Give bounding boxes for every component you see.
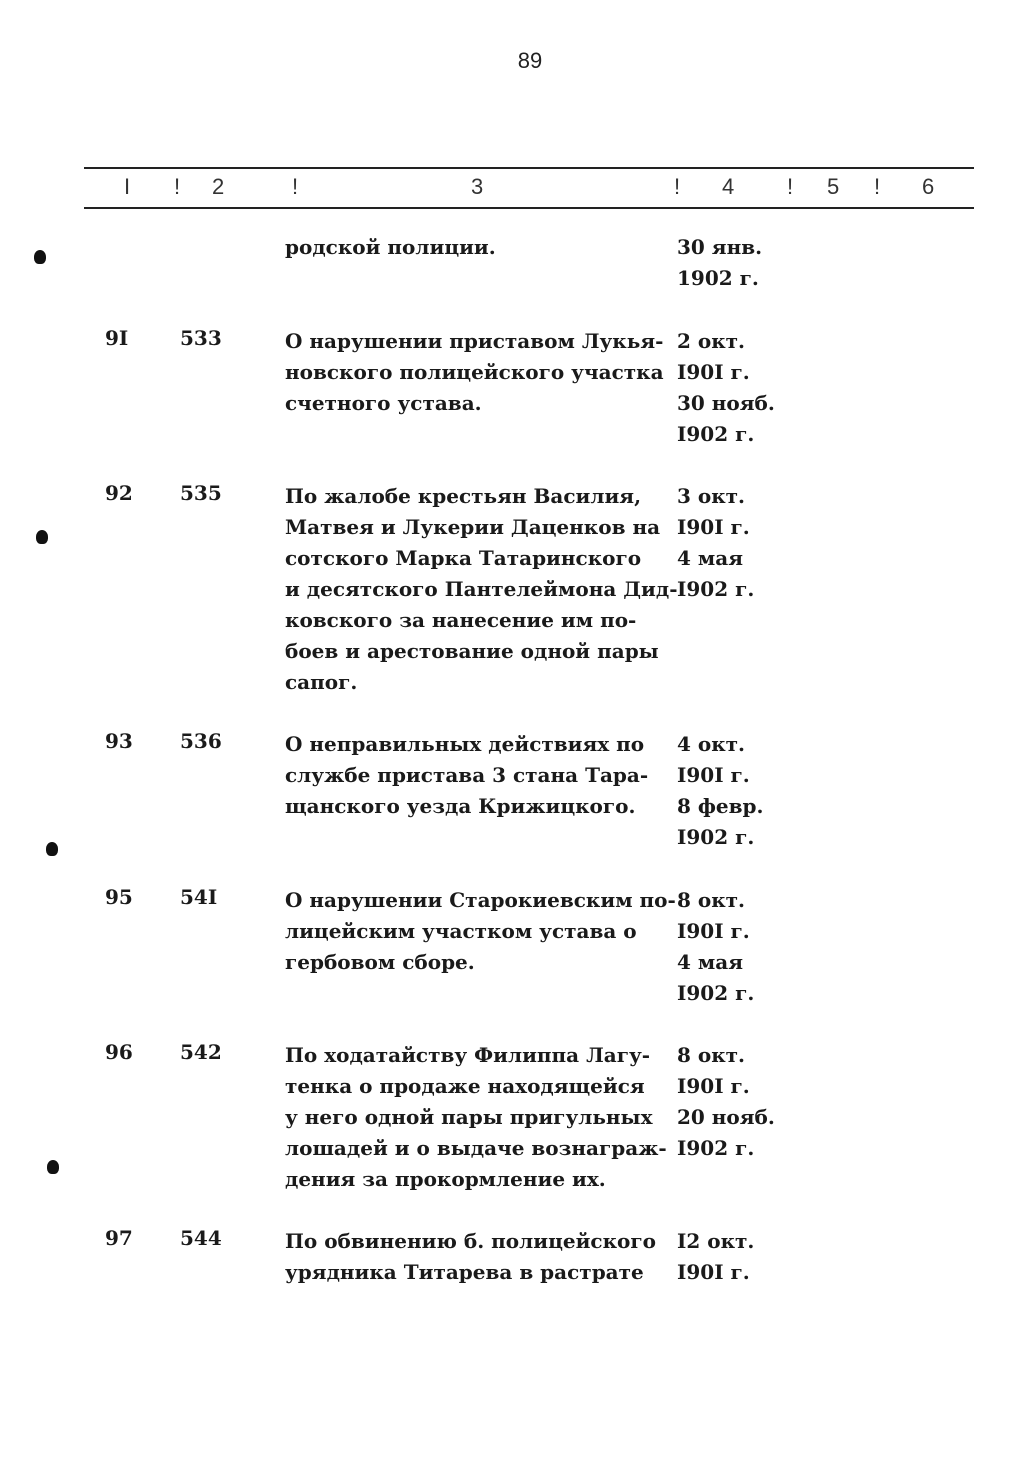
date-line: 8 февр. <box>677 794 764 818</box>
header-col-6: 6 <box>922 174 935 199</box>
page-number: 89 <box>517 48 543 73</box>
title-line: сапог. <box>285 670 358 694</box>
table-header-bottom-rule <box>84 207 974 209</box>
date-line: I90I г. <box>677 360 750 384</box>
case-dates <box>677 1226 797 1288</box>
date-line: 8 окт. <box>677 888 746 912</box>
case-dates <box>677 885 797 1009</box>
date-line: 30 янв. <box>677 235 763 259</box>
title-line: урядника Титарева в растрате <box>285 1260 644 1284</box>
date-line: 3 окт. <box>677 484 746 508</box>
case-number: 544 <box>180 1226 222 1250</box>
title-line: О нарушении Старокиевским по- <box>285 888 676 912</box>
date-line: I902 г. <box>677 422 755 446</box>
date-line: I90I г. <box>677 919 750 943</box>
row-number: 9I <box>105 326 129 350</box>
title-line: родской полиции. <box>285 235 496 259</box>
table-header-row <box>84 174 974 202</box>
date-line: I902 г. <box>677 577 755 601</box>
row-number: 93 <box>105 729 133 753</box>
header-separator: ! <box>787 174 794 199</box>
title-line: По ходатайству Филиппа Лагу- <box>285 1043 651 1067</box>
date-line: 1902 г. <box>677 266 759 290</box>
case-title <box>285 232 670 263</box>
title-line: лицейским участком устава о <box>285 919 637 943</box>
title-line: ковского за нанесение им по- <box>285 608 637 632</box>
title-line: щанского уезда Крижицкого. <box>285 794 636 818</box>
date-line: 8 окт. <box>677 1043 746 1067</box>
header-col-1: I <box>124 174 131 199</box>
binding-hole-mark <box>46 842 58 856</box>
date-line: 4 окт. <box>677 732 746 756</box>
header-col-3: 3 <box>471 174 484 199</box>
date-line: I2 окт. <box>677 1229 755 1253</box>
title-line: По обвинению б. полицейского <box>285 1229 656 1253</box>
date-line: 4 мая <box>677 546 743 570</box>
date-line: I902 г. <box>677 981 755 1005</box>
date-line: 2 окт. <box>677 329 746 353</box>
header-separator: ! <box>674 174 681 199</box>
case-title <box>285 1226 670 1288</box>
title-line: дения за прокормление их. <box>285 1167 606 1191</box>
row-number: 97 <box>105 1226 133 1250</box>
case-number: 542 <box>180 1040 222 1064</box>
case-dates <box>677 326 797 450</box>
row-number: 92 <box>105 481 133 505</box>
case-dates <box>677 481 797 605</box>
date-line: I90I г. <box>677 515 750 539</box>
case-title <box>285 481 678 698</box>
case-number: 533 <box>180 326 222 350</box>
case-dates <box>677 232 797 294</box>
title-line: счетного устава. <box>285 391 482 415</box>
case-dates <box>677 729 797 853</box>
date-line: I90I г. <box>677 1260 750 1284</box>
date-line: I90I г. <box>677 1074 750 1098</box>
title-line: О нарушении приставом Лукья- <box>285 329 664 353</box>
date-line: 4 мая <box>677 950 743 974</box>
title-line: тенка о продаже находящейся <box>285 1074 645 1098</box>
binding-hole-mark <box>34 250 46 264</box>
header-col-2: 2 <box>212 174 225 199</box>
title-line: лошадей и о выдаче вознаграж- <box>285 1136 667 1160</box>
binding-hole-mark <box>36 530 48 544</box>
title-line: сотского Марка Татаринского <box>285 546 642 570</box>
case-title <box>285 729 670 822</box>
date-line: 20 нояб. <box>677 1105 775 1129</box>
date-line: I902 г. <box>677 1136 755 1160</box>
title-line: у него одной пары пригульных <box>285 1105 653 1129</box>
case-number: 54I <box>180 885 218 909</box>
header-separator: ! <box>874 174 881 199</box>
case-title <box>285 1040 670 1195</box>
date-line: I902 г. <box>677 825 755 849</box>
row-number: 96 <box>105 1040 133 1064</box>
header-separator: ! <box>174 174 181 199</box>
title-line: По жалобе крестьян Василия, <box>285 484 642 508</box>
case-number: 535 <box>180 481 222 505</box>
title-line: гербовом сборе. <box>285 950 475 974</box>
header-col-4: 4 <box>722 174 735 199</box>
case-title <box>285 885 676 978</box>
date-line: 30 нояб. <box>677 391 775 415</box>
title-line: новского полицейского участка <box>285 360 664 384</box>
title-line: службе пристава 3 стана Тара- <box>285 763 649 787</box>
date-line: I90I г. <box>677 763 750 787</box>
row-number: 95 <box>105 885 133 909</box>
title-line: и десятского Пантелеймона Дид- <box>285 577 678 601</box>
case-dates <box>677 1040 797 1164</box>
title-line: О неправильных действиях по <box>285 732 645 756</box>
case-title <box>285 326 670 419</box>
binding-hole-mark <box>47 1160 59 1174</box>
header-separator: ! <box>292 174 299 199</box>
header-col-5: 5 <box>827 174 840 199</box>
table-header-top-rule <box>84 167 974 169</box>
title-line: Матвея и Лукерии Даценков на <box>285 515 661 539</box>
case-number: 536 <box>180 729 222 753</box>
title-line: боев и арестование одной пары <box>285 639 659 663</box>
